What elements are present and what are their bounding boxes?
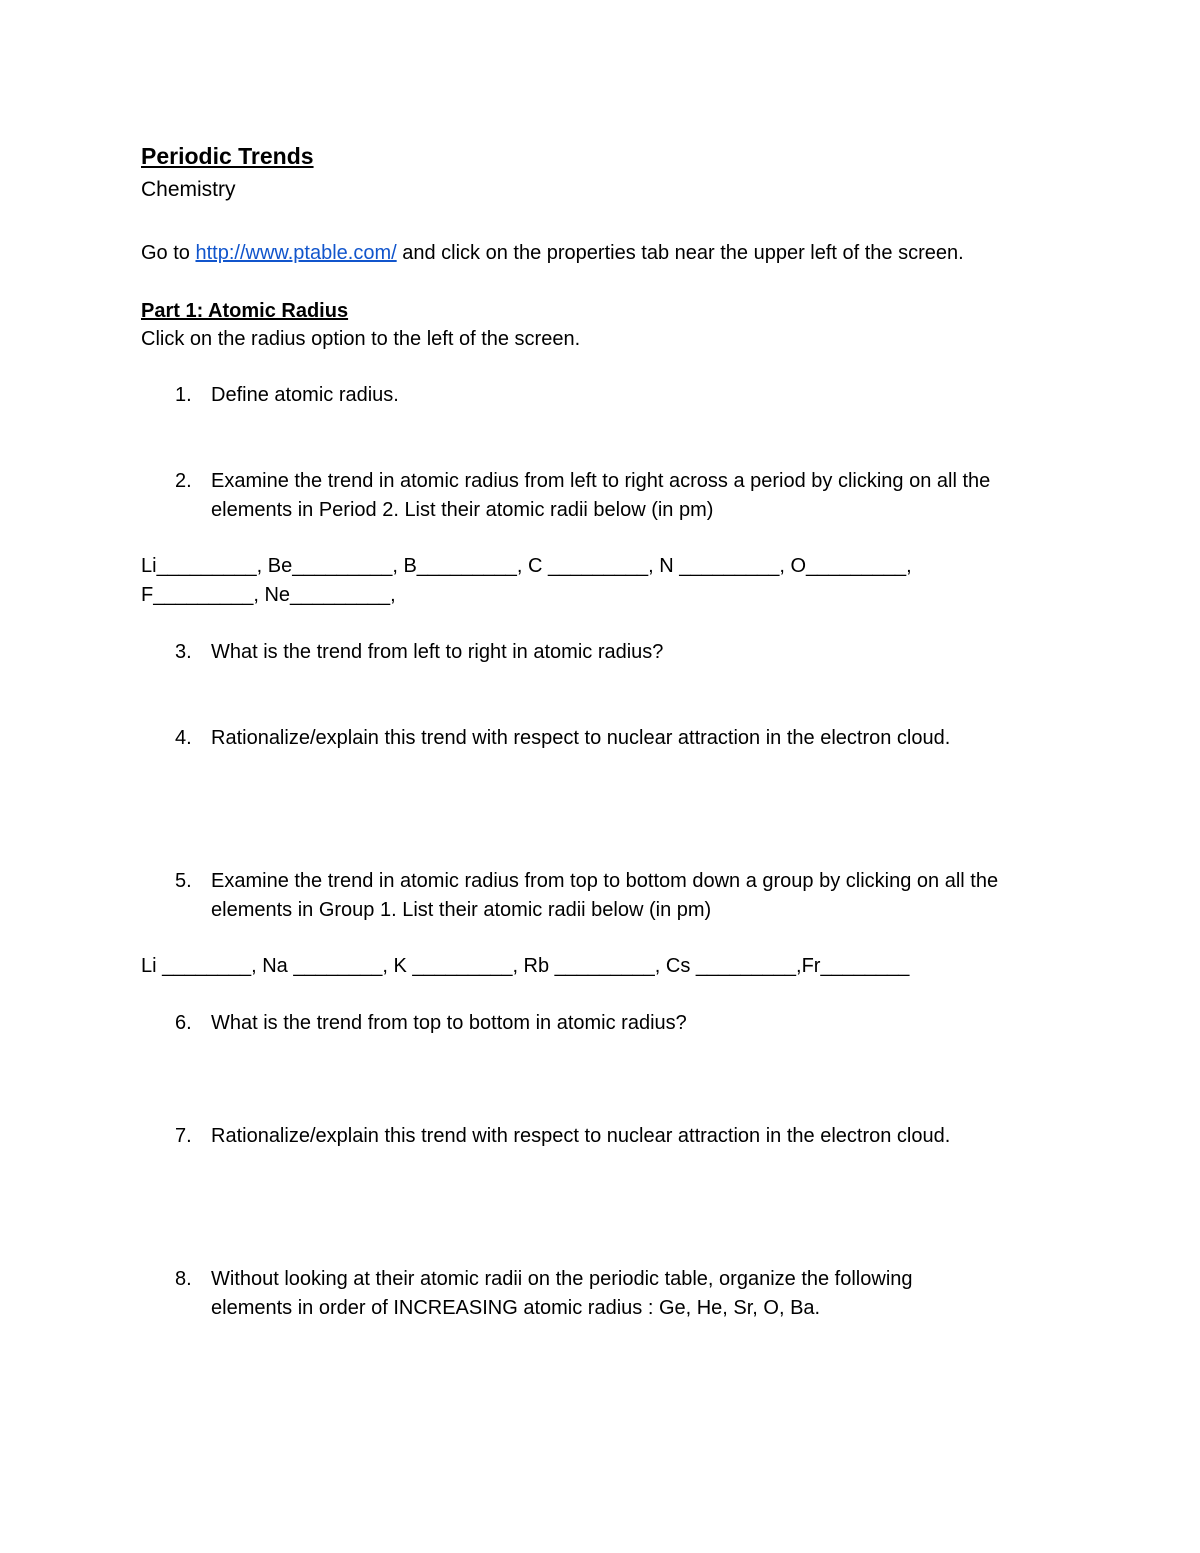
page-subtitle: Chemistry	[141, 178, 236, 201]
period2-answer-blanks-line1[interactable]: Li_________, Be_________, B_________, C _________, N _________, O_________,	[141, 555, 912, 577]
question-number: 7.	[175, 1125, 192, 1147]
part1-heading: Part 1: Atomic Radius	[141, 300, 349, 322]
question-number: 3.	[175, 641, 192, 663]
intro-text-after: and click on the properties tab near the upper left of the screen.	[396, 242, 964, 264]
question-text: What is the trend from left to right in atomic radius?	[211, 641, 664, 663]
question-text: Define atomic radius.	[211, 384, 399, 406]
question-number: 4.	[175, 727, 192, 749]
question-number: 6.	[175, 1012, 192, 1034]
question-number: 1.	[175, 384, 192, 406]
part1-instruction: Click on the radius option to the left of the screen.	[141, 328, 581, 350]
question-text: What is the trend from top to bottom in atomic radius?	[211, 1012, 687, 1034]
intro-text-before: Go to	[141, 242, 196, 264]
question-number: 5.	[175, 870, 192, 892]
page-title: Periodic Trends	[141, 143, 314, 169]
intro-paragraph	[141, 239, 964, 267]
ptable-link[interactable]: http://www.ptable.com/	[195, 242, 397, 264]
question-text: Rationalize/explain this trend with respect to nuclear attraction in the electron cloud.	[211, 1125, 951, 1147]
question-text: Without looking at their atomic radii on the periodic table, organize the following elements in order of INCREASING atomic radius : Ge, He, Sr, O, Ba.	[211, 1268, 913, 1319]
group1-answer-blanks[interactable]: Li ________, Na ________, K _________, Rb _________, Cs _________,Fr________	[141, 955, 910, 977]
question-number: 8.	[175, 1268, 192, 1290]
question-text: Examine the trend in atomic radius from left to right across a period by clicking on all the elements in Period 2. List their atomic radii below (in pm)	[211, 470, 991, 521]
period2-answer-blanks-line2[interactable]: F_________, Ne_________,	[141, 584, 396, 606]
question-text: Examine the trend in atomic radius from top to bottom down a group by clicking on all the elements in Group 1. List their atomic radii below (in pm)	[211, 870, 999, 921]
question-text: Rationalize/explain this trend with respect to nuclear attraction in the electron cloud.	[211, 727, 951, 749]
question-number: 2.	[175, 470, 192, 492]
